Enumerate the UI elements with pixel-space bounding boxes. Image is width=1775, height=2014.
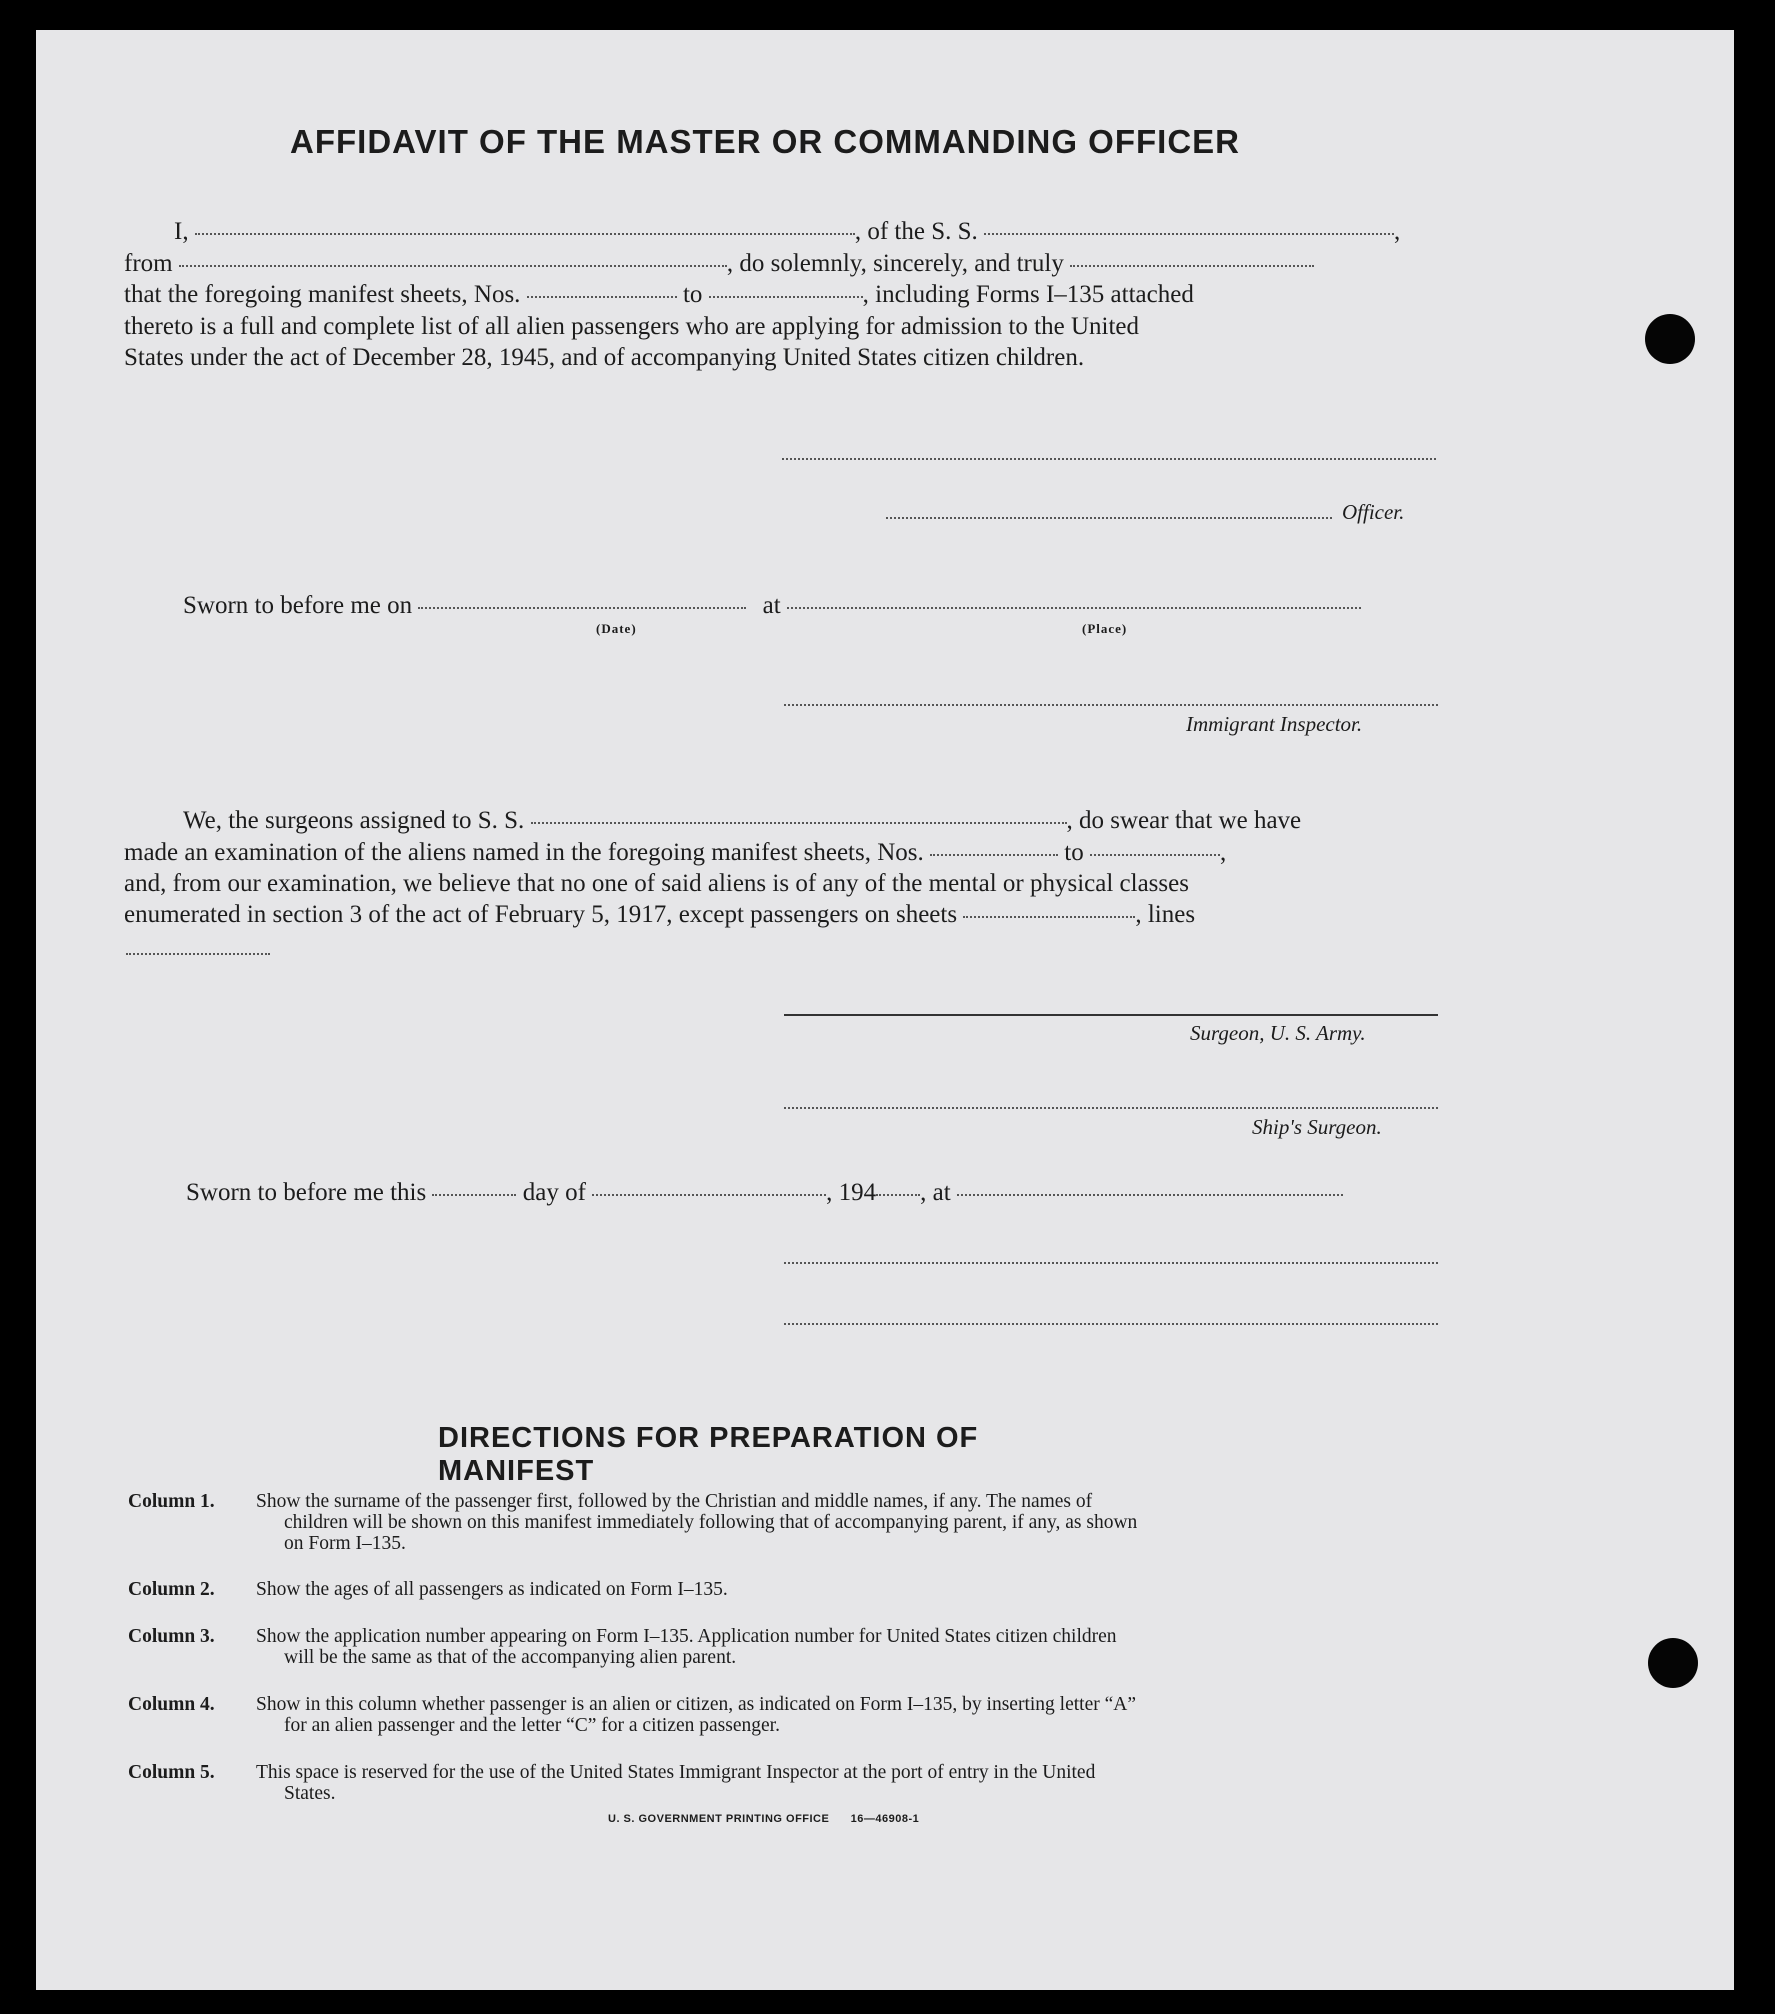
official-signature-line[interactable] [784, 1262, 1438, 1264]
text: Sworn to before me this [186, 1179, 427, 1206]
sheet-to-field[interactable] [709, 295, 863, 298]
sheets-field[interactable] [963, 915, 1135, 918]
direction-text: Show in this column whether passenger is an alien or citizen, as indicated on Form I–135, by inserting letter “A” [256, 1694, 1136, 1715]
affidavit-title: AFFIDAVIT OF THE MASTER OR COMMANDING OFFICER [290, 123, 1241, 160]
text: made an examination of the aliens named in the foregoing manifest sheets, Nos. [124, 839, 924, 866]
army-surgeon-label: Surgeon, U. S. Army. [1190, 1021, 1366, 1045]
text: , [1394, 218, 1401, 245]
punch-hole-bottom [1648, 1638, 1698, 1688]
sheet-from-field[interactable] [527, 295, 677, 298]
sworn-place-field[interactable] [957, 1193, 1343, 1196]
text: to [1064, 839, 1084, 866]
text: , lines [1135, 901, 1196, 928]
text: , [1219, 839, 1227, 866]
place-label: (Place) [1082, 621, 1128, 636]
column-label: Column 1. [128, 1491, 215, 1512]
direction-text: on Form I–135. [284, 1533, 406, 1554]
direction-text: will be the same as that of the accompanying alien parent. [284, 1647, 737, 1668]
direction-text: Show the application number appearing on Form I–135. Application number for United States citizen children [256, 1626, 1117, 1647]
text: enumerated in section 3 of the act of February 5, 1917, except passengers on sheets [124, 901, 958, 928]
text: day of [522, 1179, 586, 1206]
exam-to-field[interactable] [1090, 853, 1220, 856]
surgeons-line-2 [124, 839, 1226, 867]
text: at [762, 592, 781, 619]
affidavit-line-5: States under the act of December 28, 1945, and of accompanying United States citizen children. [124, 344, 1085, 371]
affidavit-line-3 [124, 281, 1194, 309]
surgeons-line-3: and, from our examination, we believe that no one of said aliens is of any of the mental or physical classes [124, 870, 1189, 897]
text: , at [920, 1179, 951, 1206]
text: Sworn to before me on [183, 592, 413, 619]
sworn-before-line [183, 592, 1361, 620]
surgeons-line-4 [124, 901, 1195, 929]
ship-field[interactable] [984, 232, 1394, 235]
ship-surgeon-signature-line[interactable] [784, 1107, 1438, 1109]
direction-text: Show the ages of all passengers as indicated on Form I–135. [256, 1579, 728, 1600]
text: We, the surgeons assigned to S. S. [183, 807, 525, 834]
direction-text: children will be shown on this manifest immediately following that of accompanying parent, if any, as shown [284, 1512, 1138, 1533]
text: , do solemnly, sincerely, and truly [726, 250, 1064, 277]
affidavit-line-1 [174, 218, 1400, 246]
date-label: (Date) [596, 621, 637, 636]
exam-from-field[interactable] [930, 853, 1058, 856]
column-label: Column 5. [128, 1762, 215, 1783]
army-surgeon-signature-line[interactable] [784, 1014, 1438, 1016]
truly-field[interactable] [1070, 264, 1314, 267]
text: , including Forms I–135 attached [862, 281, 1194, 308]
name-field[interactable] [195, 232, 855, 235]
punch-hole-top [1645, 314, 1695, 364]
surgeons-ship-field[interactable] [531, 821, 1067, 824]
year-field[interactable] [876, 1193, 920, 1196]
affidavit-line-2 [124, 250, 1314, 278]
month-field[interactable] [592, 1193, 826, 1196]
printing-office-note: U. S. GOVERNMENT PRINTING OFFICE 16—46908-1 [608, 1813, 920, 1825]
from-field[interactable] [179, 264, 727, 267]
lines-field[interactable] [126, 953, 270, 955]
surgeons-line-1 [183, 807, 1301, 835]
text: , of the S. S. [854, 218, 978, 245]
place-field[interactable] [787, 606, 1361, 609]
inspector-signature-line[interactable] [784, 704, 1438, 706]
column-label: Column 3. [128, 1626, 215, 1647]
column-label: Column 4. [128, 1694, 215, 1715]
text: from [124, 250, 173, 277]
official-title-line[interactable] [784, 1323, 1438, 1325]
text: , do swear that we have [1066, 807, 1302, 834]
date-field[interactable] [418, 606, 746, 609]
direction-text: This space is reserved for the use of the United States Immigrant Inspector at the port of entry in the United [256, 1762, 1096, 1783]
master-signature-line[interactable] [782, 458, 1436, 460]
direction-text: Show the surname of the passenger first, followed by the Christian and middle names, if any. The names of [256, 1491, 1093, 1512]
direction-text: States. [284, 1783, 336, 1804]
ship-surgeon-label: Ship's Surgeon. [1252, 1115, 1382, 1139]
text: that the foregoing manifest sheets, Nos. [124, 281, 521, 308]
text: , 194 [826, 1179, 877, 1206]
text: I, [174, 218, 189, 245]
inspector-label: Immigrant Inspector. [1186, 712, 1363, 736]
sworn-this-line [186, 1179, 1343, 1207]
directions-title: DIRECTIONS FOR PREPARATION OF MANIFEST [438, 1422, 979, 1487]
direction-text: for an alien passenger and the letter “C” for a citizen passenger. [284, 1715, 780, 1736]
affidavit-line-4: thereto is a full and complete list of all alien passengers who are applying for admission to the United [124, 313, 1140, 340]
officer-label: Officer. [1342, 500, 1405, 524]
text: to [682, 281, 703, 308]
officer-title-line[interactable] [886, 517, 1332, 519]
column-label: Column 2. [128, 1579, 215, 1600]
day-field[interactable] [432, 1193, 516, 1196]
